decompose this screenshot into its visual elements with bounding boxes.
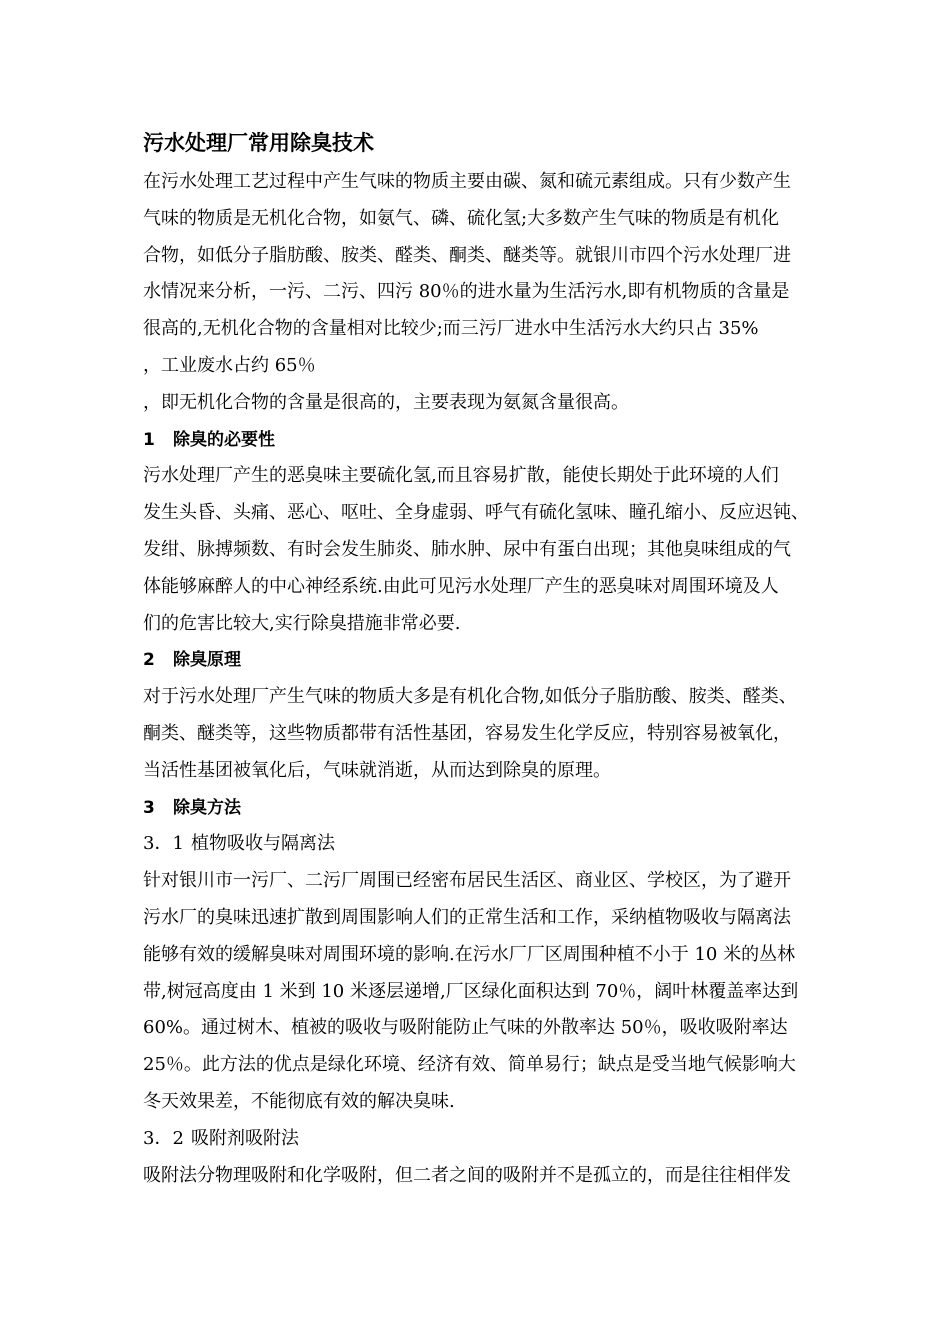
body-line: 针对银川市一污厂、二污厂周围已经密布居民生活区、商业区、学校区，为了避开 <box>143 870 791 892</box>
intro-line: 在污水处理工艺过程中产生气味的物质主要由碳、氮和硫元素组成。只有少数产生 <box>143 171 791 192</box>
section-number: 3 <box>143 797 155 818</box>
body-line: 污水处理厂产生的恶臭味主要硫化氢,而且容易扩散，能使长期处于此环境的人们 <box>143 465 779 487</box>
body-line: 酮类、醚类等，这些物质都带有活性基团，容易发生化学反应，特别容易被氧化， <box>143 722 791 744</box>
body-line: 60%。通过树木、植被的吸收与吸附能防止气味的外散率达 50％，吸收吸附率达 <box>143 1017 788 1039</box>
body-line: 25％。此方法的优点是绿化环境、经济有效、简单易行；缺点是受当地气候影响大 <box>143 1054 796 1076</box>
body-line: 吸附法分物理吸附和化学吸附，但二者之间的吸附并不是孤立的，而是往往相伴发 <box>143 1164 791 1186</box>
intro-line: 气味的物质是无机化合物，如氨气、磷、硫化氢;大多数产生气味的物质是有机化 <box>143 207 780 229</box>
body-line: 当活性基团被氧化后，气味就消逝，从而达到除臭的原理。 <box>143 759 611 781</box>
intro-paragraph <box>143 164 858 422</box>
body-line: 发生头昏、头痛、恶心、呕吐、全身虚弱、呼气有硫化氢味、瞳孔缩小、反应迟钝、 <box>143 502 809 524</box>
intro-line: 很高的,无机化合物的含量相对比较少;而三污厂进水中生活污水大约只占 35% <box>143 318 759 340</box>
body-line: 带,树冠高度由 1 米到 10 米逐层递增,厂区绿化面积达到 70％，阔叶林覆盖率达到 <box>143 980 799 1002</box>
section-heading-text: 除臭原理 <box>173 650 241 671</box>
subsection-heading-3-2 <box>143 1121 858 1158</box>
section-heading-text: 除臭的必要性 <box>173 429 275 450</box>
subsection-number: 3．1 <box>143 833 184 855</box>
section-number: 2 <box>143 650 155 671</box>
subsection-heading-text: 吸附剂吸附法 <box>191 1127 299 1149</box>
body-line: 发绀、脉搏频数、有时会发生肺炎、肺水肿、尿中有蛋白出现；其他臭味组成的气 <box>143 538 791 560</box>
subsection-heading-text: 植物吸收与隔离法 <box>191 833 335 855</box>
section-1-paragraph <box>143 458 858 642</box>
section-heading-1 <box>143 422 858 459</box>
intro-line: 合物，如低分子脂肪酸、胺类、醛类、酮类、醚类等。就银川市四个污水处理厂进 <box>143 244 791 266</box>
body-line: 体能够麻醉人的中心神经系统.由此可见污水处理厂产生的恶臭味对周围环境及人 <box>143 575 779 597</box>
section-heading-text: 除臭方法 <box>173 797 241 818</box>
body-line: 能够有效的缓解臭味对周围环境的影响.在污水厂厂区周围种植不小于 10 米的丛林 <box>143 943 796 965</box>
subsection-3-1-paragraph <box>143 863 858 1121</box>
document-page <box>143 128 858 1194</box>
section-number: 1 <box>143 429 155 450</box>
subsection-3-2-paragraph <box>143 1158 858 1195</box>
subsection-heading-3-1 <box>143 826 858 863</box>
body-line: 们的危害比较大,实行除臭措施非常必要. <box>143 612 461 634</box>
intro-line: ，工业废水占约 65％ <box>143 354 316 376</box>
section-2-paragraph <box>143 679 858 789</box>
body-line: 冬天效果差，不能彻底有效的解决臭味. <box>143 1090 455 1112</box>
section-heading-2 <box>143 642 858 679</box>
intro-line: ，即无机化合物的含量是很高的，主要表现为氨氮含量很高。 <box>143 391 629 413</box>
body-line: 对于污水处理厂产生气味的物质大多是有机化合物,如低分子脂肪酸、胺类、醛类、 <box>143 686 797 708</box>
subsection-number: 3．2 <box>143 1127 184 1149</box>
section-heading-3 <box>143 790 858 827</box>
body-line: 污水厂的臭味迅速扩散到周围影响人们的正常生活和工作，采纳植物吸收与隔离法 <box>143 906 791 928</box>
document-title: 污水处理厂常用除臭技术 <box>143 131 374 155</box>
intro-line: 水情况来分析，一污、二污、四污 80％的进水量为生活污水,即有机物质的含量是 <box>143 281 790 303</box>
